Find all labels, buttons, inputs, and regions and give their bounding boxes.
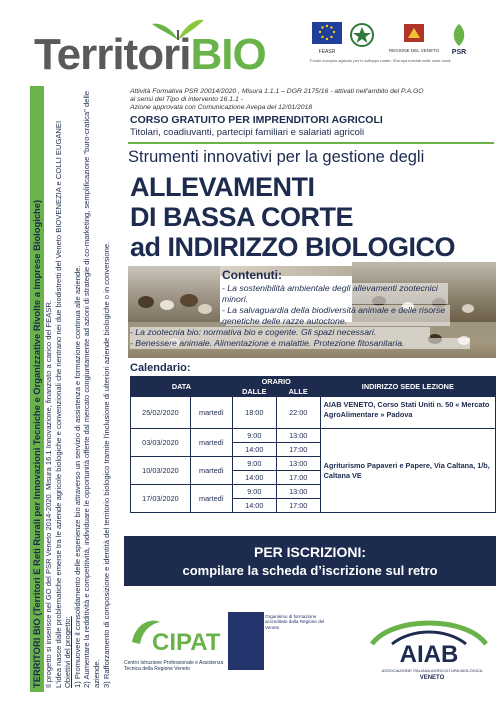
sidebar-line: L'idea nasce dalle problematiche emerse tra le aziende agricole biologiche e convenzionali che rientrano nei due biodistretti del Veneto BIOVENEZIA e COLLI EUGANEI bbox=[53, 120, 63, 688]
sidebar-line: 1) Promuovere il consolidamento delle esperienze bio attraverso un servizio di assistenza e formazione continua alle aziende. bbox=[72, 265, 82, 688]
cell-place: Agriturismo Papaveri e Papere, Via Caltana, 1/b, Caltana VE bbox=[320, 429, 495, 513]
cell-date: 25/02/2020 bbox=[131, 397, 191, 429]
audience-text: Titolari, coadiuvanti, partecipi familiari e salariati agricoli bbox=[130, 127, 365, 138]
registration-title: PER ISCRIZIONI: bbox=[253, 544, 366, 560]
subtitle: Strumenti innovativi per la gestione degli bbox=[128, 148, 425, 166]
svg-text:PSR: PSR bbox=[451, 49, 467, 56]
regione-veneto-logo bbox=[388, 22, 440, 56]
territoribio-logo: TerritoriBIO bbox=[34, 30, 266, 79]
svg-text:AIAB: AIAB bbox=[399, 641, 459, 668]
aiab-caption: ASSOCIAZIONE ITALIANA AGRICOLTURA BIOLOGICA bbox=[381, 668, 483, 673]
col-header-place: INDIRIZZO SEDE LEZIONE bbox=[320, 377, 495, 397]
sidebar-line: 3) Rafforzamento di composizione e identità del territorio biologico tramite l'inclusione di ulteriori aziende biologiche o in conversione. bbox=[101, 241, 111, 688]
cell-day: martedì bbox=[190, 457, 232, 485]
cell-to: 17:00 bbox=[276, 471, 320, 485]
cell-day: martedì bbox=[190, 397, 232, 429]
table-row bbox=[131, 397, 496, 429]
calendar-heading: Calendario: bbox=[130, 362, 191, 374]
svg-text:CIPAT: CIPAT bbox=[152, 629, 221, 656]
divider bbox=[128, 142, 494, 144]
title-line-3: ad INDIRIZZO BIOLOGICO bbox=[130, 232, 455, 262]
italy-emblem-icon bbox=[348, 22, 376, 56]
cell-to: 13:00 bbox=[276, 429, 320, 443]
cell-place: AIAB VENETO, Corso Stati Uniti n. 50 « Mercato AgroAlimentare » Padova bbox=[320, 397, 495, 429]
cell-day: martedì bbox=[190, 429, 232, 457]
cipat-logo bbox=[126, 612, 222, 662]
cipat-caption: Centro Istruzione Professionale e Assistenza Tecnica della Regione Veneto bbox=[124, 660, 224, 672]
cell-from: 9:00 bbox=[232, 485, 276, 499]
contents-heading: Contenuti: bbox=[222, 268, 282, 282]
eu-flag-icon bbox=[312, 22, 342, 56]
cell-from: 9:00 bbox=[232, 457, 276, 471]
cell-day: martedì bbox=[190, 485, 232, 513]
svg-text:FEASR: FEASR bbox=[318, 49, 336, 55]
cell-to: 22:00 bbox=[276, 397, 320, 429]
contents-item: - Benessere animale. Alimentazione e malattie. Protezione fitosanitaria. bbox=[130, 338, 470, 349]
registration-box bbox=[124, 536, 496, 586]
contents-item: - La zootecnia bio: normativa bio e cogente. Gli spazi necessari. bbox=[130, 327, 430, 338]
sidebar-line: Il progetto si inserisce nel GO del PSR Veneto 2014-2020. Misura 16.1 Innovazione, finanziato a carico del FEASR. bbox=[44, 300, 53, 688]
contents-item: - La sostenibilità ambientale degli allevamenti zootecnici minori. bbox=[222, 283, 448, 304]
cell-to: 17:00 bbox=[276, 443, 320, 457]
col-header-time: ORARIO bbox=[232, 377, 320, 387]
chickens-photo bbox=[128, 266, 220, 324]
cell-from: 14:00 bbox=[232, 471, 276, 485]
schedule-table bbox=[130, 376, 496, 513]
cell-to: 13:00 bbox=[276, 457, 320, 471]
title-line-2: DI BASSA CORTE bbox=[130, 202, 354, 232]
sidebar-line: 2) Aumentare la redditività e competitività, individuare le opportunità offerte dal mercato congiuntamente ad azioni di strategie di co-marketing, semplificazione "buro-cratica" delle aziende. bbox=[82, 90, 101, 688]
partner-caption: Fondo europeo agricolo per lo sviluppo rurale: l'Europa investe nelle zone rurali bbox=[310, 58, 451, 63]
training-body-caption: Organismo di formazione accreditato dalla Regione del Veneto bbox=[265, 614, 325, 630]
sidebar-objectives-heading: Obiettivi del progetto: bbox=[63, 616, 73, 688]
cell-from: 18:00 bbox=[232, 397, 276, 429]
cell-to: 17:00 bbox=[276, 499, 320, 513]
contents-item: - La salvaguardia della biodiversità animale e delle risorse genetiche delle razze autoctone. bbox=[222, 305, 450, 326]
svg-text:REGIONE DEL VENETO: REGIONE DEL VENETO bbox=[388, 48, 440, 53]
col-header-from: DALLE bbox=[232, 387, 276, 397]
title-line-1: ALLEVAMENTI bbox=[130, 172, 315, 202]
cell-to: 13:00 bbox=[276, 485, 320, 499]
course-heading: CORSO GRATUITO PER IMPRENDITORI AGRICOLI bbox=[130, 114, 383, 126]
registration-text: compilare la scheda d’iscrizione sul retro bbox=[182, 563, 438, 578]
psr-logo bbox=[446, 22, 472, 56]
cell-from: 14:00 bbox=[232, 443, 276, 457]
training-body-logo bbox=[228, 612, 264, 670]
cell-from: 9:00 bbox=[232, 429, 276, 443]
cell-from: 14:00 bbox=[232, 499, 276, 513]
activity-info: Attività Formativa PSR 20014/2020 , Misura 1.1.1 – DGR 2175/16 - attivati nell'ambito del P.A.GO ai sensi del Tipo di intervento 16.1.1 - Azione approvata con Comunicazione Avepa del 12/01/2018 bbox=[130, 88, 424, 111]
table-row bbox=[131, 429, 496, 443]
sidebar-headline: TERRITORI BIO (Territori E Reti Rurali per Innovazioni Tecniche e Organizzative Rivolte a Imprese Biologiche) bbox=[30, 86, 44, 692]
sidebar-vertical-text bbox=[30, 86, 124, 692]
aiab-region: VENETO bbox=[419, 675, 445, 681]
cell-date: 17/03/2020 bbox=[131, 485, 191, 513]
aiab-logo bbox=[362, 614, 496, 684]
cell-date: 03/03/2020 bbox=[131, 429, 191, 457]
col-header-to: ALLE bbox=[276, 387, 320, 397]
cell-date: 10/03/2020 bbox=[131, 457, 191, 485]
col-header-date: DATA bbox=[131, 377, 233, 397]
